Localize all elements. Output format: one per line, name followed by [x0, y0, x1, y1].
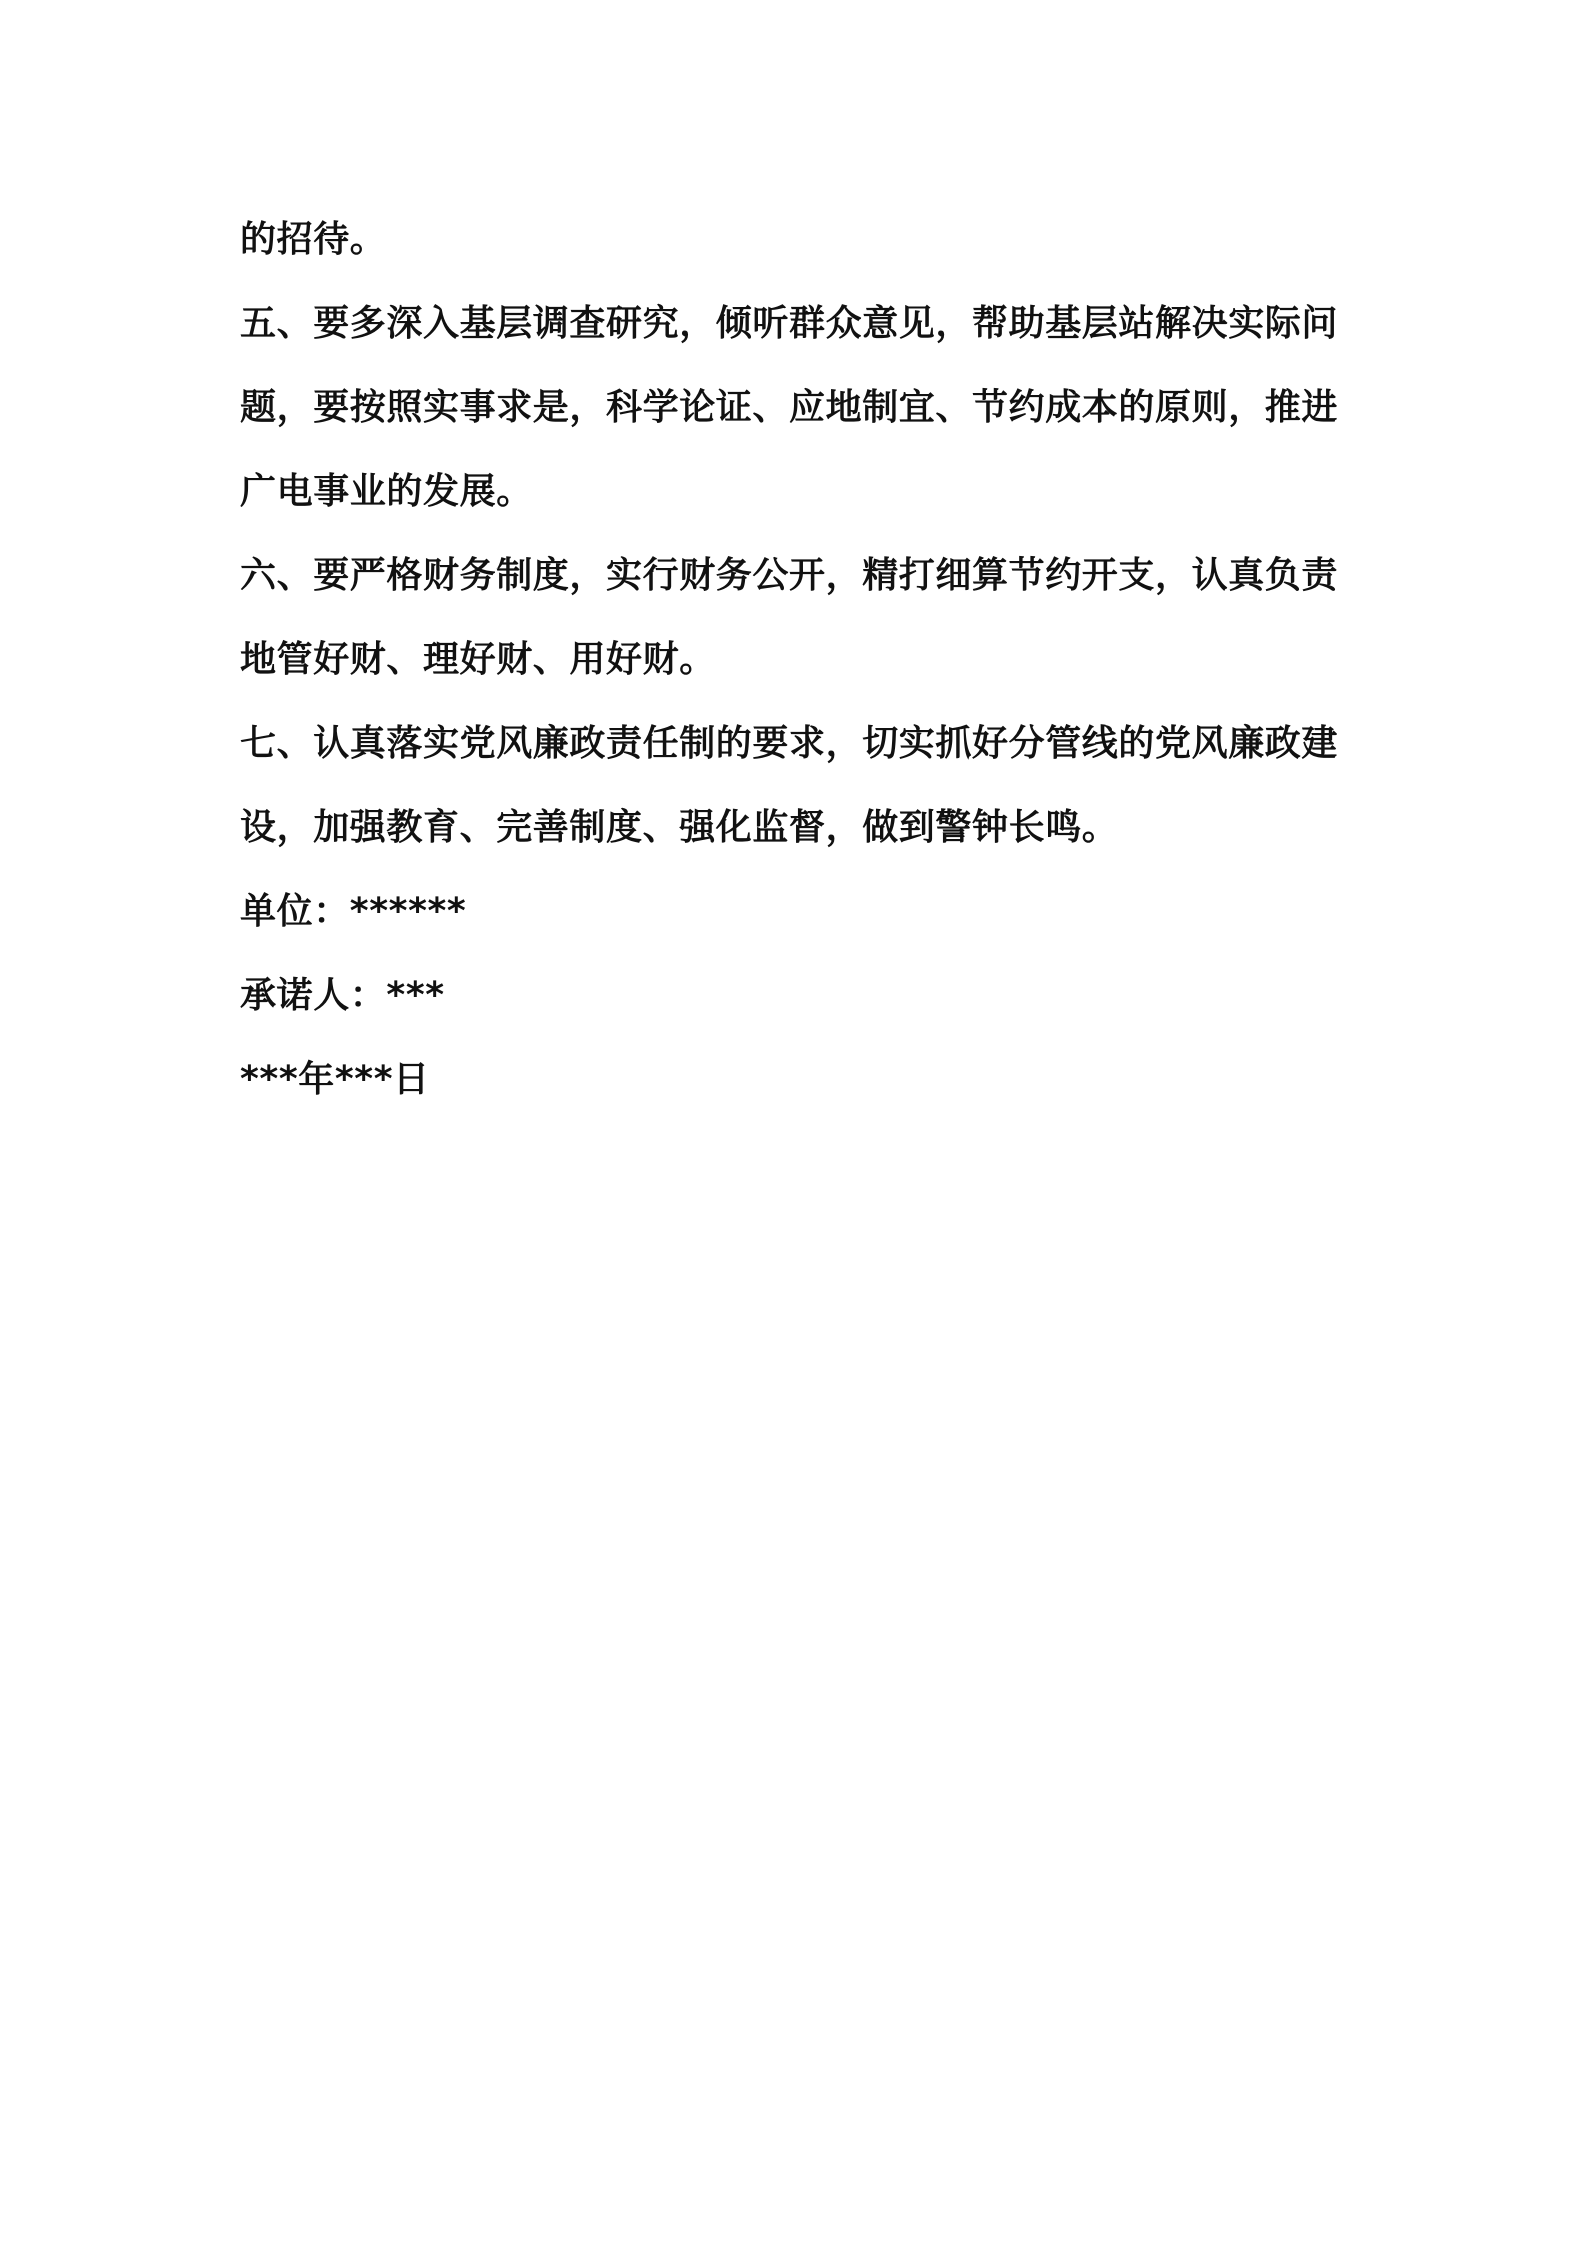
text-line: 题，要按照实事求是，科学论证、应地制宜、节约成本的原则，推进 — [240, 387, 1339, 428]
text-line: 地管好财、理好财、用好财。 — [240, 639, 716, 680]
text-line: 五、要多深入基层调查研究，倾听群众意见，帮助基层站解决实际问 — [240, 303, 1339, 344]
paragraph-item-6 — [240, 534, 1358, 702]
paragraph-item-7 — [240, 702, 1358, 870]
signature-block — [240, 870, 1358, 1122]
text-line: 设，加强教育、完善制度、强化监督，做到警钟长鸣。 — [240, 807, 1119, 848]
signature-promiser: 承诺人：*** — [240, 975, 445, 1016]
text-line: 七、认真落实党风廉政责任制的要求，切实抓好分管线的党风廉政建 — [240, 723, 1339, 764]
document-body — [240, 198, 1358, 1122]
text-line: 六、要严格财务制度，实行财务公开，精打细算节约开支，认真负责 — [240, 555, 1339, 596]
signature-date: ***年***日 — [240, 1059, 430, 1100]
paragraph-item-5 — [240, 282, 1358, 534]
text-line: 的招待。 — [240, 219, 387, 260]
text-line: 广电事业的发展。 — [240, 471, 533, 512]
paragraph-continuation — [240, 198, 1358, 282]
signature-unit: 单位：****** — [240, 891, 467, 932]
